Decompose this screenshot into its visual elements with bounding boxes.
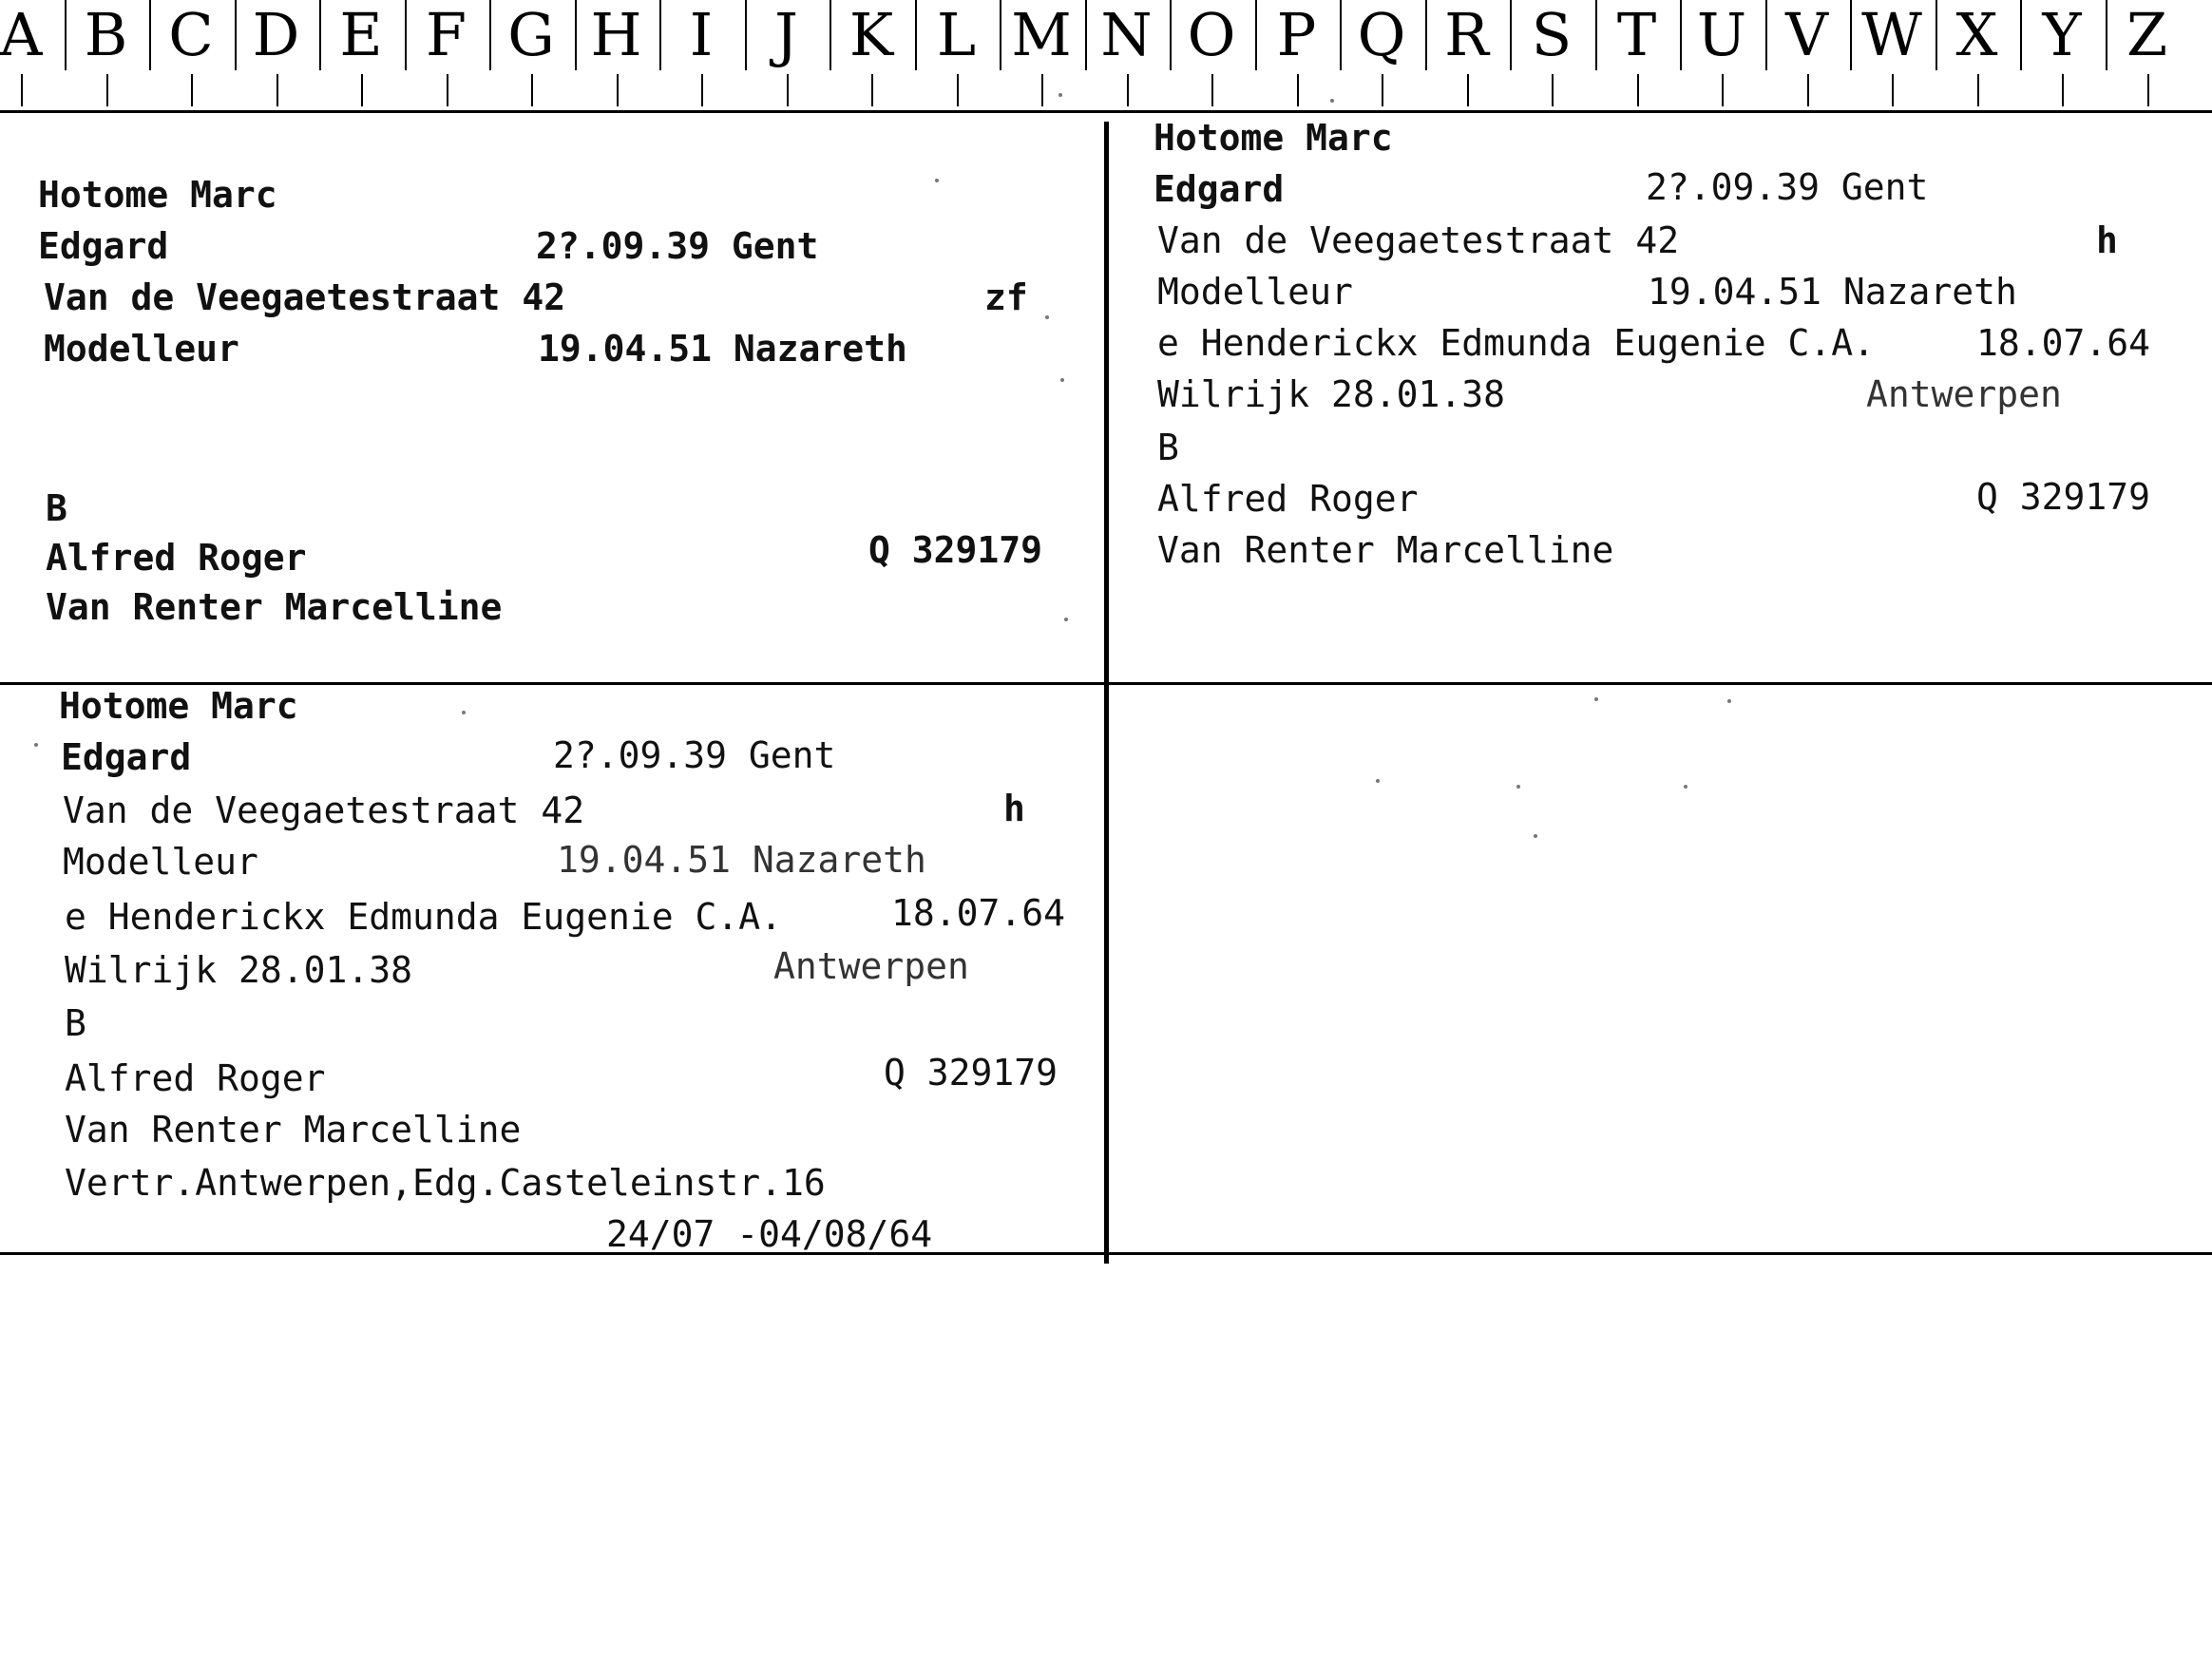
card-code: zf: [984, 276, 1028, 318]
card-letter: B: [1157, 427, 1179, 468]
alphabet-tick: [1892, 74, 1894, 106]
alphabet-tick: [957, 74, 959, 106]
alphabet-divider: [1680, 0, 1682, 70]
alphabet-tick: [1722, 74, 1724, 106]
alphabet-tick: [276, 74, 278, 106]
alphabet-letter-text: N: [1100, 0, 1153, 69]
alphabet-tick: [1382, 74, 1383, 106]
card-profession: Modelleur: [1157, 271, 1353, 313]
card-name: Hotome Marc: [59, 685, 298, 727]
alphabet-letter-text: D: [252, 0, 300, 69]
alphabet-divider: [235, 0, 237, 70]
alphabet-letter-text: W: [1861, 0, 1922, 69]
card-birth: 2?.09.39 Gent: [536, 225, 819, 267]
scan-speck: [1376, 779, 1380, 783]
scan-speck: [1534, 834, 1537, 838]
scan-speck: [1064, 618, 1068, 621]
alphabet-divider: [1255, 0, 1257, 70]
alphabet-letter-v: [1765, 0, 1849, 110]
alphabet-tick: [361, 74, 363, 106]
alphabet-divider: [1765, 0, 1767, 70]
alphabet-letter-c: [149, 0, 233, 110]
card-second-name: Edgard: [38, 225, 169, 267]
alphabet-letter-o: [1170, 0, 1253, 110]
card-street: Van de Veegaetestraat 42: [1157, 219, 1680, 261]
alphabet-tick: [531, 74, 533, 106]
alphabet-letter-i: [659, 0, 743, 110]
scan-speck: [1330, 99, 1334, 103]
alphabet-divider: [1340, 0, 1342, 70]
card-number: Q 329179: [868, 529, 1043, 571]
alphabet-index: [0, 0, 2212, 113]
card-number: Q 329179: [1976, 476, 2151, 518]
alphabet-tick: [871, 74, 873, 106]
card-departure: Vertr.Antwerpen,Edg.Casteleinstr.16: [65, 1162, 826, 1204]
alphabet-divider: [915, 0, 917, 70]
alphabet-tick: [1297, 74, 1299, 106]
alphabet-divider: [405, 0, 407, 70]
alphabet-tick: [1211, 74, 1213, 106]
alphabet-letter-text: S: [1531, 0, 1573, 69]
card-profession: Modelleur: [63, 841, 258, 883]
alphabet-divider: [2020, 0, 2022, 70]
alphabet-divider: [1170, 0, 1172, 70]
alphabet-letter-k: [830, 0, 913, 110]
alphabet-letter-text: J: [774, 0, 798, 69]
alphabet-letter-d: [235, 0, 318, 110]
alphabet-letter-l: [915, 0, 999, 110]
alphabet-letter-text: R: [1444, 0, 1489, 69]
card-departure-dates: 24/07 -04/08/64: [606, 1213, 933, 1255]
alphabet-divider: [830, 0, 831, 70]
alphabet-divider: [1936, 0, 1937, 70]
alphabet-letter-h: [575, 0, 658, 110]
card-spouse: e Henderickx Edmunda Eugenie C.A.: [65, 896, 782, 938]
alphabet-letter-text: O: [1187, 0, 1236, 69]
alphabet-tick: [21, 74, 23, 106]
card-spouse: e Henderickx Edmunda Eugenie C.A.: [1157, 322, 1875, 364]
alphabet-divider: [575, 0, 577, 70]
alphabet-letter-text: T: [1616, 0, 1657, 69]
alphabet-tick: [1467, 74, 1469, 106]
alphabet-letter-w: [1850, 0, 1934, 110]
card-spouse-place: Antwerpen: [773, 945, 969, 987]
alphabet-letter-text: V: [1785, 0, 1828, 69]
alphabet-letter-text: G: [507, 0, 555, 69]
alphabet-letter-text: C: [168, 0, 214, 69]
alphabet-letter-text: X: [1955, 0, 1998, 69]
scan-speck: [1058, 93, 1062, 97]
alphabet-letter-text: U: [1696, 0, 1747, 69]
alphabet-tick: [1807, 74, 1809, 106]
alphabet-letter-f: [405, 0, 488, 110]
card-letter: B: [65, 1002, 86, 1044]
alphabet-letter-text: E: [339, 0, 383, 69]
card-code: h: [1003, 788, 1025, 829]
card-letter: B: [46, 487, 67, 529]
alphabet-letter-e: [319, 0, 403, 110]
bottom-divider: [0, 1252, 2212, 1255]
alphabet-letter-u: [1680, 0, 1764, 110]
alphabet-letter-t: [1595, 0, 1679, 110]
alphabet-tick: [1977, 74, 1979, 106]
alphabet-divider: [489, 0, 491, 70]
alphabet-divider: [1595, 0, 1597, 70]
alphabet-letter-p: [1255, 0, 1339, 110]
alphabet-letter-n: [1085, 0, 1169, 110]
alphabet-tick: [617, 74, 619, 106]
alphabet-letter-j: [745, 0, 829, 110]
alphabet-divider: [659, 0, 661, 70]
alphabet-divider: [1000, 0, 1001, 70]
card-mother: Van Renter Marcelline: [46, 586, 503, 628]
scan-speck: [1727, 699, 1731, 703]
card-father: Alfred Roger: [46, 537, 307, 579]
alphabet-tick: [1127, 74, 1129, 106]
card-since: 19.04.51 Nazareth: [538, 328, 907, 370]
alphabet-letter-a: [0, 0, 63, 110]
alphabet-letter-x: [1936, 0, 2019, 110]
row-divider: [0, 682, 2212, 685]
card-name: Hotome Marc: [1154, 117, 1393, 159]
alphabet-tick: [787, 74, 789, 106]
alphabet-letter-q: [1340, 0, 1423, 110]
column-divider: [1104, 122, 1109, 1264]
scan-speck: [1594, 697, 1598, 701]
card-spouse-birth: Wilrijk 28.01.38: [1157, 373, 1506, 415]
alphabet-tick: [1041, 74, 1043, 106]
alphabet-letter-text: F: [425, 0, 467, 69]
card-street: Van de Veegaetestraat 42: [44, 276, 566, 318]
card-marriage-date: 18.07.64: [1976, 322, 2151, 364]
scan-speck: [935, 179, 939, 182]
alphabet-divider: [1510, 0, 1512, 70]
alphabet-letter-r: [1425, 0, 1509, 110]
alphabet-tick: [1637, 74, 1639, 106]
alphabet-divider: [2106, 0, 2107, 70]
scan-speck: [1060, 378, 1064, 382]
alphabet-divider: [1850, 0, 1852, 70]
scan-speck: [1045, 315, 1049, 319]
alphabet-divider: [1425, 0, 1427, 70]
card-mother: Van Renter Marcelline: [65, 1109, 522, 1151]
card-marriage-date: 18.07.64: [891, 892, 1066, 934]
card-mother: Van Renter Marcelline: [1157, 529, 1614, 571]
card-spouse-birth: Wilrijk 28.01.38: [65, 949, 413, 991]
alphabet-letter-text: B: [84, 0, 128, 69]
alphabet-tick: [191, 74, 193, 106]
card-spouse-place: Antwerpen: [1866, 373, 2062, 415]
card-street: Van de Veegaetestraat 42: [63, 789, 585, 831]
alphabet-letter-text: Q: [1357, 0, 1406, 69]
card-father: Alfred Roger: [65, 1057, 326, 1099]
alphabet-divider: [745, 0, 747, 70]
alphabet-tick: [2147, 74, 2149, 106]
alphabet-tick: [447, 74, 448, 106]
alphabet-divider: [319, 0, 321, 70]
alphabet-letter-y: [2020, 0, 2104, 110]
scan-speck: [1516, 785, 1520, 789]
alphabet-letter-text: M: [1011, 0, 1072, 69]
alphabet-letter-text: Y: [2042, 0, 2082, 69]
alphabet-letter-m: [1000, 0, 1083, 110]
alphabet-letter-text: L: [936, 0, 977, 69]
card-birth: 2?.09.39 Gent: [1646, 166, 1929, 208]
card-since: 19.04.51 Nazareth: [1648, 271, 2017, 313]
card-birth: 2?.09.39 Gent: [553, 734, 836, 776]
card-second-name: Edgard: [1154, 168, 1285, 210]
alphabet-tick: [701, 74, 703, 106]
alphabet-divider: [1085, 0, 1087, 70]
alphabet-letter-text: A: [0, 0, 43, 69]
alphabet-tick: [1552, 74, 1554, 106]
alphabet-letter-text: H: [590, 0, 642, 69]
alphabet-divider: [149, 0, 151, 70]
alphabet-tick: [106, 74, 108, 106]
card-bottom-left: [59, 680, 1066, 1655]
alphabet-letter-text: Z: [2126, 0, 2168, 69]
scan-speck: [34, 743, 38, 747]
alphabet-letter-text: I: [689, 0, 714, 69]
card-father: Alfred Roger: [1157, 478, 1419, 520]
alphabet-divider: [65, 0, 67, 70]
alphabet-letter-z: [2106, 0, 2189, 110]
card-number: Q 329179: [884, 1052, 1058, 1094]
alphabet-letter-g: [489, 0, 573, 110]
alphabet-tick: [2062, 74, 2064, 106]
alphabet-letter-text: K: [849, 0, 894, 69]
scan-speck: [1684, 785, 1688, 789]
card-name: Hotome Marc: [38, 174, 277, 216]
card-since: 19.04.51 Nazareth: [557, 839, 926, 881]
card-code: h: [2096, 219, 2118, 261]
card-profession: Modelleur: [44, 328, 239, 370]
scan-speck: [462, 711, 466, 714]
card-top-right: [1154, 112, 2151, 984]
alphabet-letter-s: [1510, 0, 1593, 110]
alphabet-letter-text: P: [1276, 0, 1317, 69]
alphabet-letter-b: [65, 0, 148, 110]
card-second-name: Edgard: [61, 736, 192, 778]
